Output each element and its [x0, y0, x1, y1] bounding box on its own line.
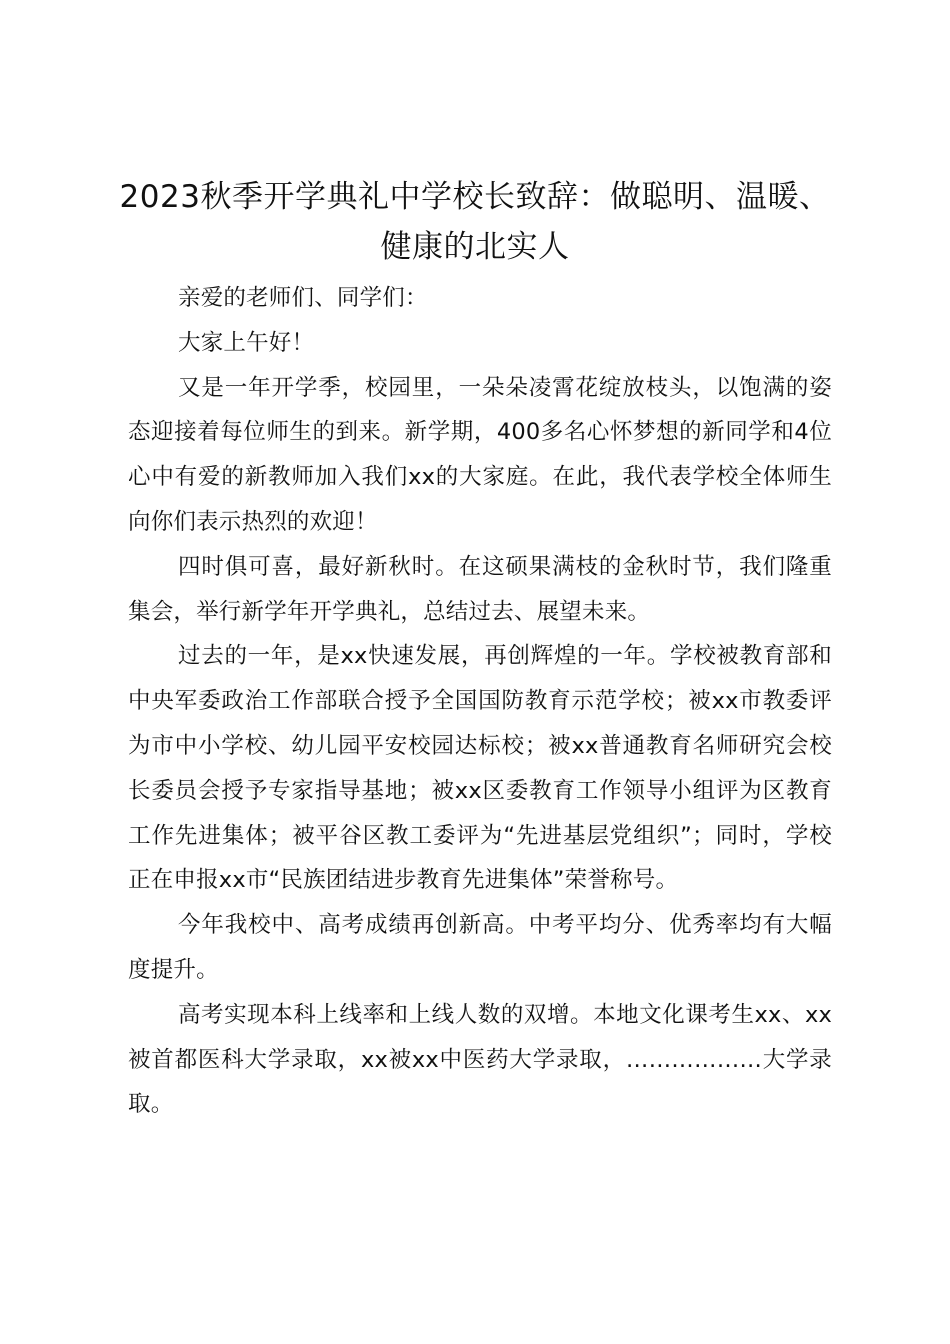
document-body — [128, 276, 832, 1127]
document-title: 2023秋季开学典礼中学校长致辞：做聪明、温暖、健康的北实人 — [119, 179, 831, 265]
salutation: 亲爱的老师们、同学们： — [178, 285, 428, 311]
greeting: 大家上午好！ — [178, 329, 315, 356]
paragraph: 又是一年开学季，校园里，一朵朵凌霄花绽放枝头，以饱满的姿态迎接着每位师生的到来。新学期，400多名心怀梦想的新同学和4位心中有爱的新教师加入我们xx的大家庭。在此，我代表学校全体师生向你们表示热烈的欢迎！ — [128, 374, 832, 535]
paragraph: 今年我校中、高考成绩再创新高。中考平均分、优秀率均有大幅度提升。 — [128, 912, 832, 983]
paragraph: 高考实现本科上线率和上线人数的双增。本地文化课考生xx、xx被首都医科大学录取，xx被xx中医药大学录取，………………大学录取。 — [128, 1001, 832, 1118]
paragraph: 四时俱可喜，最好新秋时。在这硕果满枝的金秋时节，我们隆重集会，举行新学年开学典礼，总结过去、展望未来。 — [128, 553, 832, 625]
paragraph: 过去的一年，是xx快速发展，再创辉煌的一年。学校被教育部和中央军委政治工作部联合授予全国国防教育示范学校；被xx市教委评为市中小学校、幼儿园平安校园达标校；被xx普通教育名师研究会校长委员会授予专家指导基地；被xx区委教育工作领导小组评为区教育工作先进集体；被平谷区教工委评为“先进基层党组织”；同时，学校正在申报xx市“民族团结进步教育先进集体”荣誉称号。 — [128, 643, 832, 894]
